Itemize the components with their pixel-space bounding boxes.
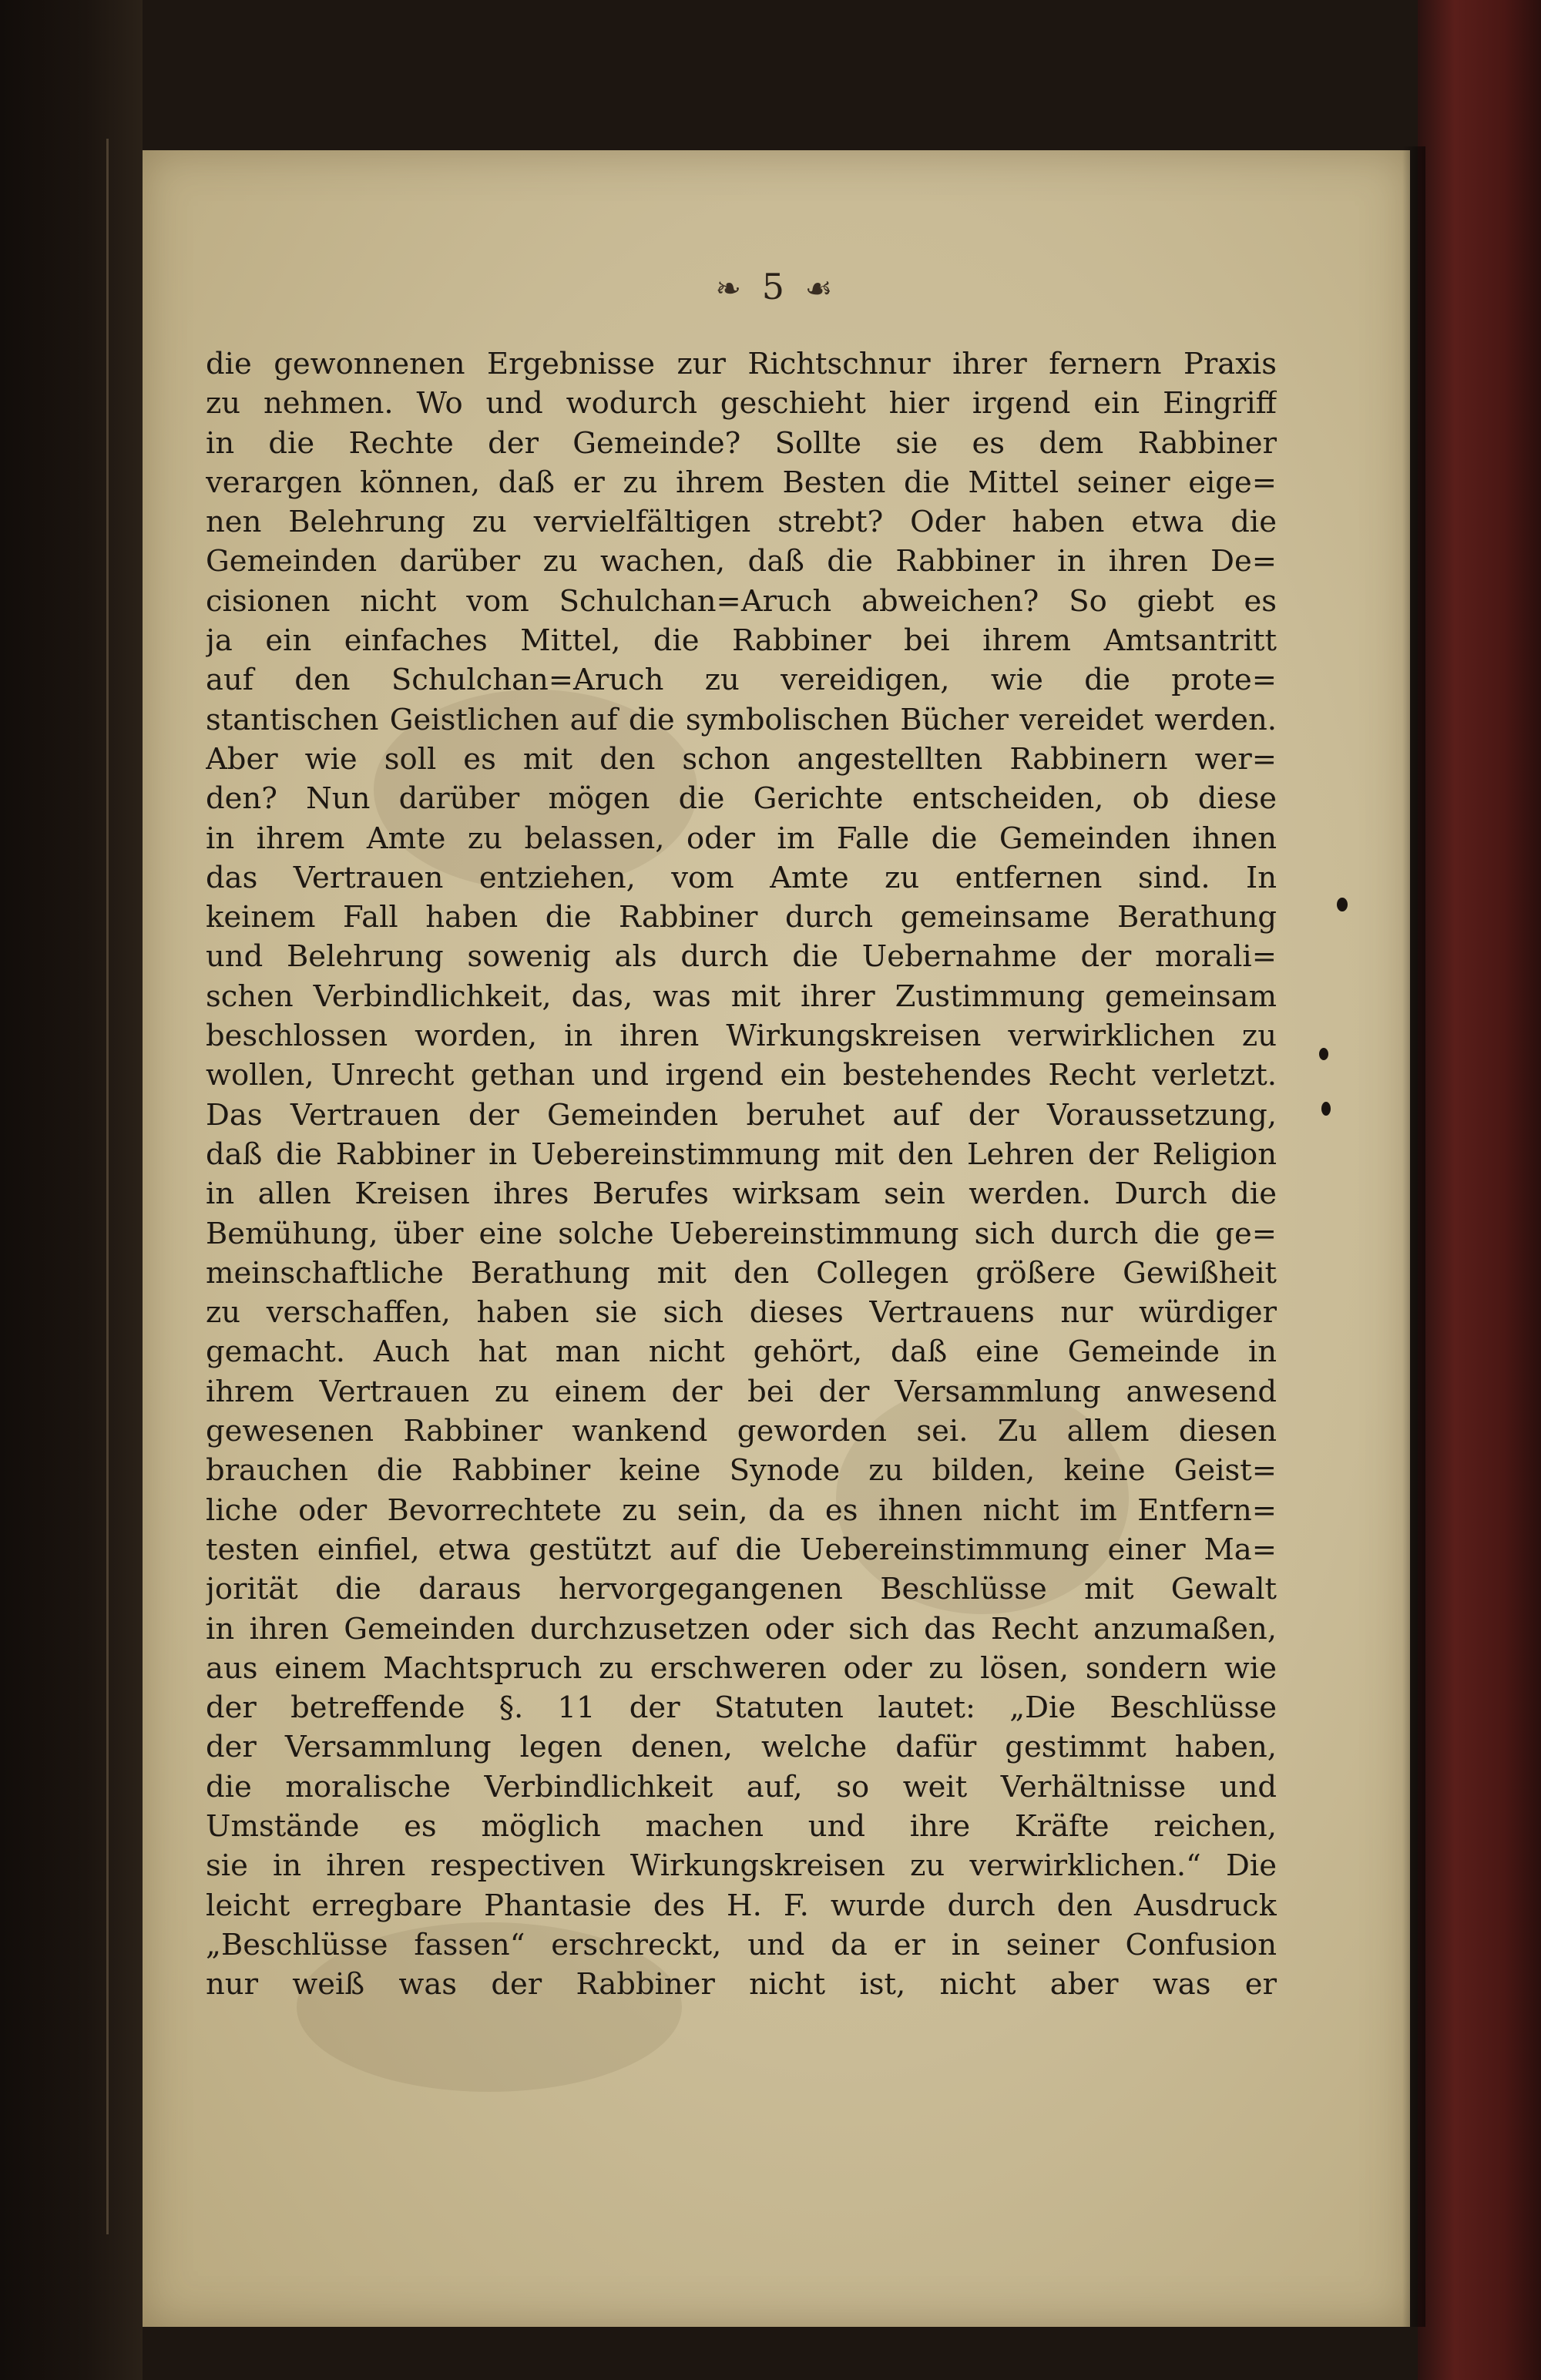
text-line: cisionen nicht vom Schulchan=Aruch abweichen? So giebt es (206, 583, 1277, 619)
text-line: meinschaftliche Berathung mit den Collegen größere Gewißheit (206, 1255, 1277, 1291)
page-number: 5 (761, 266, 789, 307)
text-line: sie in ihren respectiven Wirkungskreisen zu verwirklichen.“ Die (206, 1848, 1277, 1884)
text-line: zu nehmen. Wo und wodurch geschieht hier irgend ein Eingriff (206, 386, 1277, 421)
text-line: Umstände es möglich machen und ihre Kräfte reichen, (206, 1808, 1277, 1844)
text-line: liche oder Bevorrechtete zu sein, da es ihnen nicht im Entfern= (206, 1492, 1277, 1528)
text-line: gewesenen Rabbiner wankend geworden sei. Zu allem diesen (206, 1414, 1277, 1449)
ink-speck (1319, 1048, 1328, 1060)
ink-speck (1337, 898, 1348, 911)
body-text (206, 344, 1277, 2004)
page-edge-line (106, 139, 109, 2234)
text-line: Gemeinden darüber zu wachen, daß die Rabbiner in ihren De= (206, 544, 1277, 579)
text-line: nen Belehrung zu vervielfältigen strebt? Oder haben etwa die (206, 505, 1277, 540)
text-line: die moralische Verbindlichkeit auf, so weit Verhältnisse und (206, 1769, 1277, 1804)
text-line: aus einem Machtspruch zu erschweren oder zu lösen, sondern wie (206, 1650, 1277, 1686)
text-line: gemacht. Auch hat man nicht gehört, daß eine Gemeinde in (206, 1334, 1277, 1370)
text-line: Bemühung, über eine solche Uebereinstimmung sich durch die ge= (206, 1216, 1277, 1251)
text-line: „Beschlüsse fassen“ erschreckt, und da er in seiner Confusion (206, 1927, 1277, 1962)
text-line: das Vertrauen entziehen, vom Amte zu entfernen sind. In (206, 860, 1277, 895)
text-line: in ihren Gemeinden durchzusetzen oder sich das Recht anzumaßen, (206, 1611, 1277, 1647)
text-line: in allen Kreisen ihres Berufes wirksam sein werden. Durch die (206, 1177, 1277, 1212)
text-line: und Belehrung sowenig als durch die Uebernahme der morali= (206, 939, 1277, 975)
ink-speck (1321, 1102, 1331, 1116)
text-line: testen einfiel, etwa gestützt auf die Uebereinstimmung einer Ma= (206, 1532, 1277, 1567)
text-line: daß die Rabbiner in Uebereinstimmung mit den Lehren der Religion (206, 1136, 1277, 1172)
paper-page (143, 150, 1410, 2327)
text-line: schen Verbindlichkeit, das, was mit ihrer Zustimmung gemeinsam (206, 979, 1277, 1014)
text-line: ihrem Vertrauen zu einem der bei der Versammlung anwesend (206, 1374, 1277, 1409)
text-line: beschlossen worden, in ihren Wirkungskreisen verwirklichen zu (206, 1019, 1277, 1054)
text-line: verargen können, daß er zu ihrem Besten die Mittel seiner eige= (206, 465, 1277, 500)
text-line: nur weiß was der Rabbiner nicht ist, nicht aber was er (206, 1967, 1277, 2002)
ornament-left-icon: ❧ (715, 271, 747, 307)
page-gutter-shadow (1402, 146, 1425, 2327)
ornament-right-icon: ☙ (804, 271, 838, 307)
text-line: ja ein einfaches Mittel, die Rabbiner bei ihrem Amtsantritt (206, 623, 1277, 659)
text-line: Aber wie soll es mit den schon angestellten Rabbinern wer= (206, 741, 1277, 777)
text-line: der betreffende §. 11 der Statuten lautet: „Die Beschlüsse (206, 1690, 1277, 1726)
text-line: auf den Schulchan=Aruch zu vereidigen, wie die prote= (206, 663, 1277, 698)
text-line: jorität die daraus hervorgegangenen Beschlüsse mit Gewalt (206, 1572, 1277, 1607)
right-leather-binding (1418, 0, 1541, 2380)
text-line: in die Rechte der Gemeinde? Sollte sie es dem Rabbiner (206, 425, 1277, 461)
text-line: der Versammlung legen denen, welche dafür gestimmt haben, (206, 1730, 1277, 1765)
text-line: wollen, Unrecht gethan und irgend ein bestehendes Recht verletzt. (206, 1058, 1277, 1093)
text-line: stantischen Geistlichen auf die symbolischen Bücher vereidet werden. (206, 702, 1277, 737)
left-binding-margin (0, 0, 143, 2380)
text-line: den? Nun darüber mögen die Gerichte entscheiden, ob diese (206, 781, 1277, 817)
text-line: in ihrem Amte zu belassen, oder im Falle die Gemeinden ihnen (206, 821, 1277, 856)
text-line: keinem Fall haben die Rabbiner durch gemeinsame Berathung (206, 900, 1277, 935)
text-line: die gewonnenen Ergebnisse zur Richtschnur ihrer fernern Praxis (206, 347, 1277, 381)
text-line: Das Vertrauen der Gemeinden beruhet auf der Voraussetzung, (206, 1097, 1277, 1133)
page-header (143, 266, 1410, 307)
text-line: brauchen die Rabbiner keine Synode zu bilden, keine Geist= (206, 1453, 1277, 1489)
text-line: zu verschaffen, haben sie sich dieses Vertrauens nur würdiger (206, 1295, 1277, 1331)
text-line: leicht erregbare Phantasie des H. F. wurde durch den Ausdruck (206, 1888, 1277, 1923)
